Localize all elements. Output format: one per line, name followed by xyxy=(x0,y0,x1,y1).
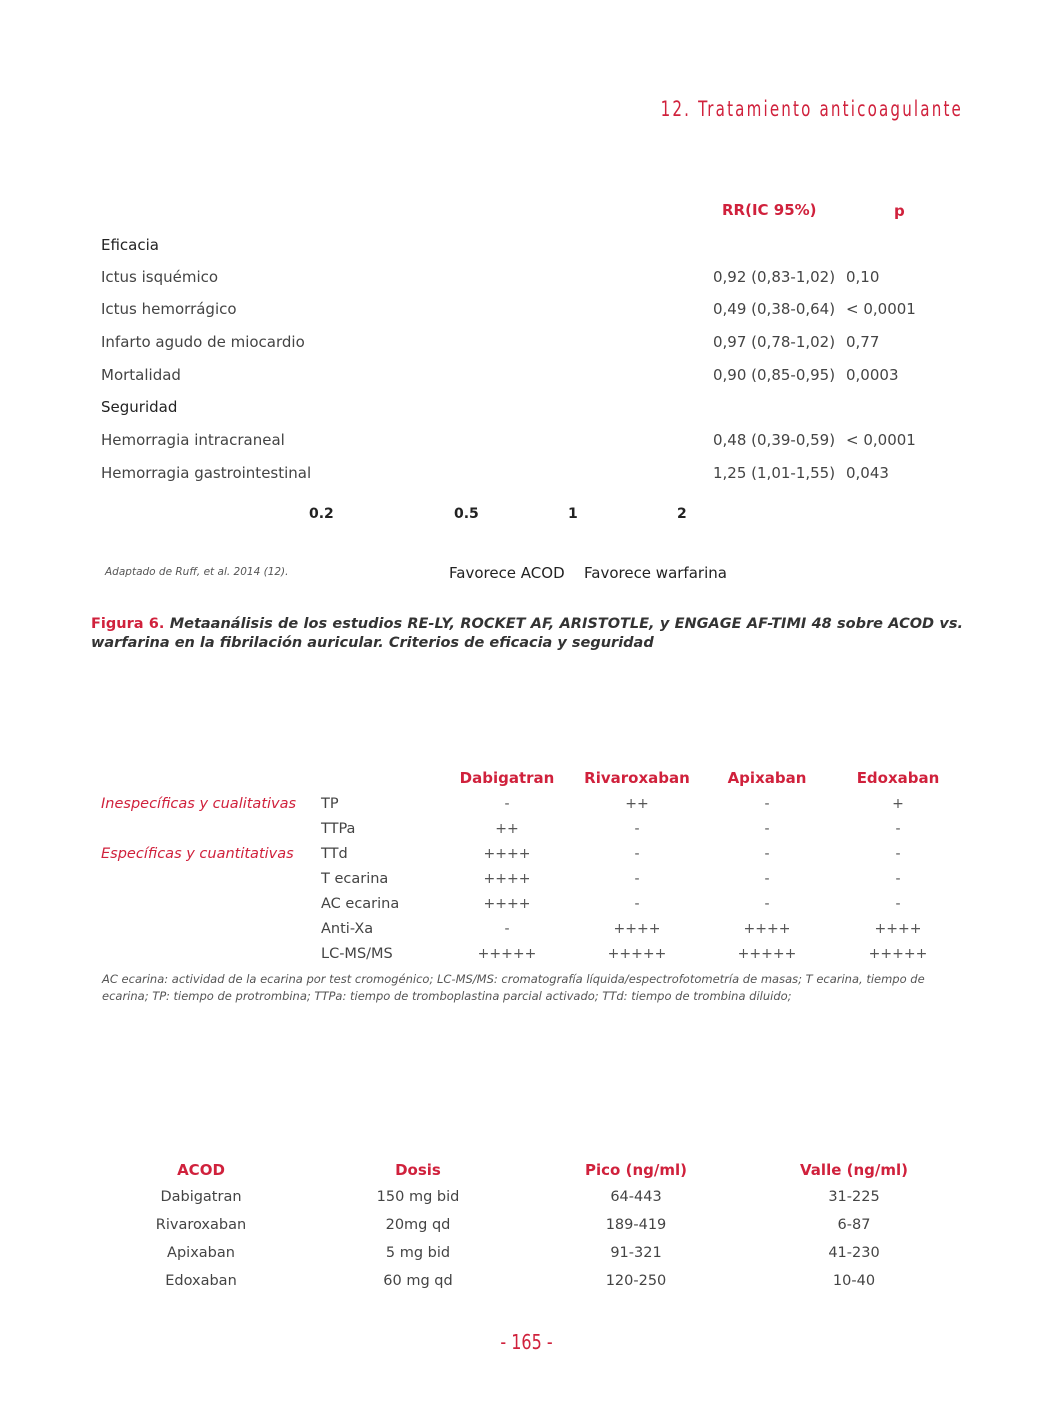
row-rr: 0,92 (0,83-1,02) xyxy=(713,268,836,286)
col-header-p: p xyxy=(894,202,905,220)
column-header: Rivaroxaban xyxy=(584,769,690,787)
section-title: Eficacia xyxy=(101,236,159,254)
table-cell: - xyxy=(764,871,770,887)
table-cell: 41-230 xyxy=(828,1245,880,1261)
table-cell: +++++ xyxy=(737,946,797,962)
test-name: Anti-Xa xyxy=(321,921,374,937)
table-cell: ++ xyxy=(495,821,519,837)
axis-tick-label: 0.5 xyxy=(454,506,479,522)
table-cell: +++++ xyxy=(477,946,537,962)
table-cell: 31-225 xyxy=(828,1189,880,1205)
table-cell: +++++ xyxy=(607,946,667,962)
table-cell: - xyxy=(634,896,640,912)
row-p: 0,043 xyxy=(846,464,889,482)
table-cell: 64-443 xyxy=(610,1189,662,1205)
test-name: TP xyxy=(321,796,339,812)
row-p: < 0,0001 xyxy=(846,431,916,449)
table-cell: - xyxy=(504,796,510,812)
column-header: Pico (ng/ml) xyxy=(585,1161,687,1179)
table-cell: - xyxy=(634,821,640,837)
test-name: T ecarina xyxy=(321,871,389,887)
table-cell: ++++ xyxy=(483,846,531,862)
row-label: Hemorragia gastrointestinal xyxy=(101,464,312,482)
figure-caption xyxy=(91,615,963,653)
axis-tick-label: 1 xyxy=(568,506,578,522)
row-label: Ictus hemorrágico xyxy=(101,300,237,318)
table-cell: + xyxy=(892,796,904,812)
table-cell: - xyxy=(895,821,901,837)
table-cell: - xyxy=(764,821,770,837)
chapter-title: 12. Tratamiento anticoagulante xyxy=(660,97,963,121)
test-name: AC ecarina xyxy=(321,896,400,912)
favors-left-label: Favorece ACOD xyxy=(449,564,565,582)
test-name: LC-MS/MS xyxy=(321,946,393,962)
table-cell: ++++ xyxy=(483,896,531,912)
drug-name: Dabigatran xyxy=(160,1189,242,1205)
table-cell: ++++ xyxy=(613,921,661,937)
table-cell: 10-40 xyxy=(832,1273,876,1289)
table-cell: ++++ xyxy=(874,921,922,937)
figure-source: Adaptado de Ruff, et al. 2014 (12). xyxy=(105,566,289,578)
drug-name: Rivaroxaban xyxy=(155,1217,247,1233)
row-p: < 0,0001 xyxy=(846,300,916,318)
column-header: ACOD xyxy=(177,1161,225,1179)
figure-caption-text: Metaanálisis de los estudios RE-LY, ROCKET AF, ARISTOTLE, y ENGAGE AF-TIMI 48 sobre ACOD vs. warfarina en la fibrilación auricular. Criterios de eficacia y seguridad xyxy=(91,616,963,651)
row-rr: 0,49 (0,38-0,64) xyxy=(713,300,836,318)
category-label: Inespecíficas y cualitativas xyxy=(101,796,297,812)
axis-tick-label: 0.2 xyxy=(309,506,334,522)
column-header: Valle (ng/ml) xyxy=(800,1161,908,1179)
category-label: Específicas y cuantitativas xyxy=(101,846,294,862)
page-number: - 165 - xyxy=(500,1330,553,1354)
table-cell: - xyxy=(895,846,901,862)
table-cell: ++++ xyxy=(483,871,531,887)
table-cell: 60 mg qd xyxy=(383,1273,453,1289)
table-cell: - xyxy=(764,846,770,862)
row-rr: 0,48 (0,39-0,59) xyxy=(713,431,836,449)
table-cell: 20mg qd xyxy=(385,1217,451,1233)
table-cell: 120-250 xyxy=(605,1273,667,1289)
row-rr: 0,90 (0,85-0,95) xyxy=(713,366,836,384)
table-cell: - xyxy=(764,896,770,912)
table-cell: ++ xyxy=(625,796,649,812)
table-cell: 91-321 xyxy=(610,1245,662,1261)
row-p: 0,0003 xyxy=(846,366,899,384)
row-rr: 1,25 (1,01-1,55) xyxy=(713,464,836,482)
table-cell: 150 mg bid xyxy=(376,1189,460,1205)
column-header: Dabigatran xyxy=(459,769,555,787)
table-cell: 5 mg bid xyxy=(385,1245,451,1261)
row-label: Infarto agudo de miocardio xyxy=(101,333,305,351)
col-header-rr: RR(IC 95%) xyxy=(722,201,817,219)
drug-name: Apixaban xyxy=(167,1245,235,1261)
row-label: Hemorragia intracraneal xyxy=(101,431,285,449)
row-p: 0,77 xyxy=(846,333,880,351)
table-cell: ++++ xyxy=(743,921,791,937)
column-header: Edoxaban xyxy=(856,769,940,787)
test-name: TTPa xyxy=(321,821,356,837)
row-label: Ictus isquémico xyxy=(101,268,219,286)
column-header: Apixaban xyxy=(727,769,807,787)
figure-caption-label: Figura 6. xyxy=(91,616,165,632)
section-title: Seguridad xyxy=(101,398,178,416)
table-cell: - xyxy=(764,796,770,812)
table-cell: 6-87 xyxy=(837,1217,871,1233)
column-header: Dosis xyxy=(395,1161,441,1179)
table-cell: 189-419 xyxy=(605,1217,667,1233)
table-cell: +++++ xyxy=(868,946,928,962)
test-name: TTd xyxy=(321,846,348,862)
drug-name: Edoxaban xyxy=(165,1273,237,1289)
table-cell: - xyxy=(895,896,901,912)
table-cell: - xyxy=(634,871,640,887)
table-cell: - xyxy=(634,846,640,862)
table-cell: - xyxy=(504,921,510,937)
table-note: AC ecarina: actividad de la ecarina por test cromogénico; LC-MS/MS: cromatografía líquida/espectrofotometría de masas; T ecarina, tiempo de ecarina; TP: tiempo de protrombina; TTPa: tiempo de tromboplastina parcial activado; TTd: tiempo de trombina diluido; xyxy=(102,972,925,1003)
row-rr: 0,97 (0,78-1,02) xyxy=(713,333,836,351)
table-cell: - xyxy=(895,871,901,887)
row-p: 0,10 xyxy=(846,268,880,286)
favors-right-label: Favorece warfarina xyxy=(584,564,727,582)
row-label: Mortalidad xyxy=(101,366,181,384)
axis-tick-label: 2 xyxy=(677,506,687,522)
